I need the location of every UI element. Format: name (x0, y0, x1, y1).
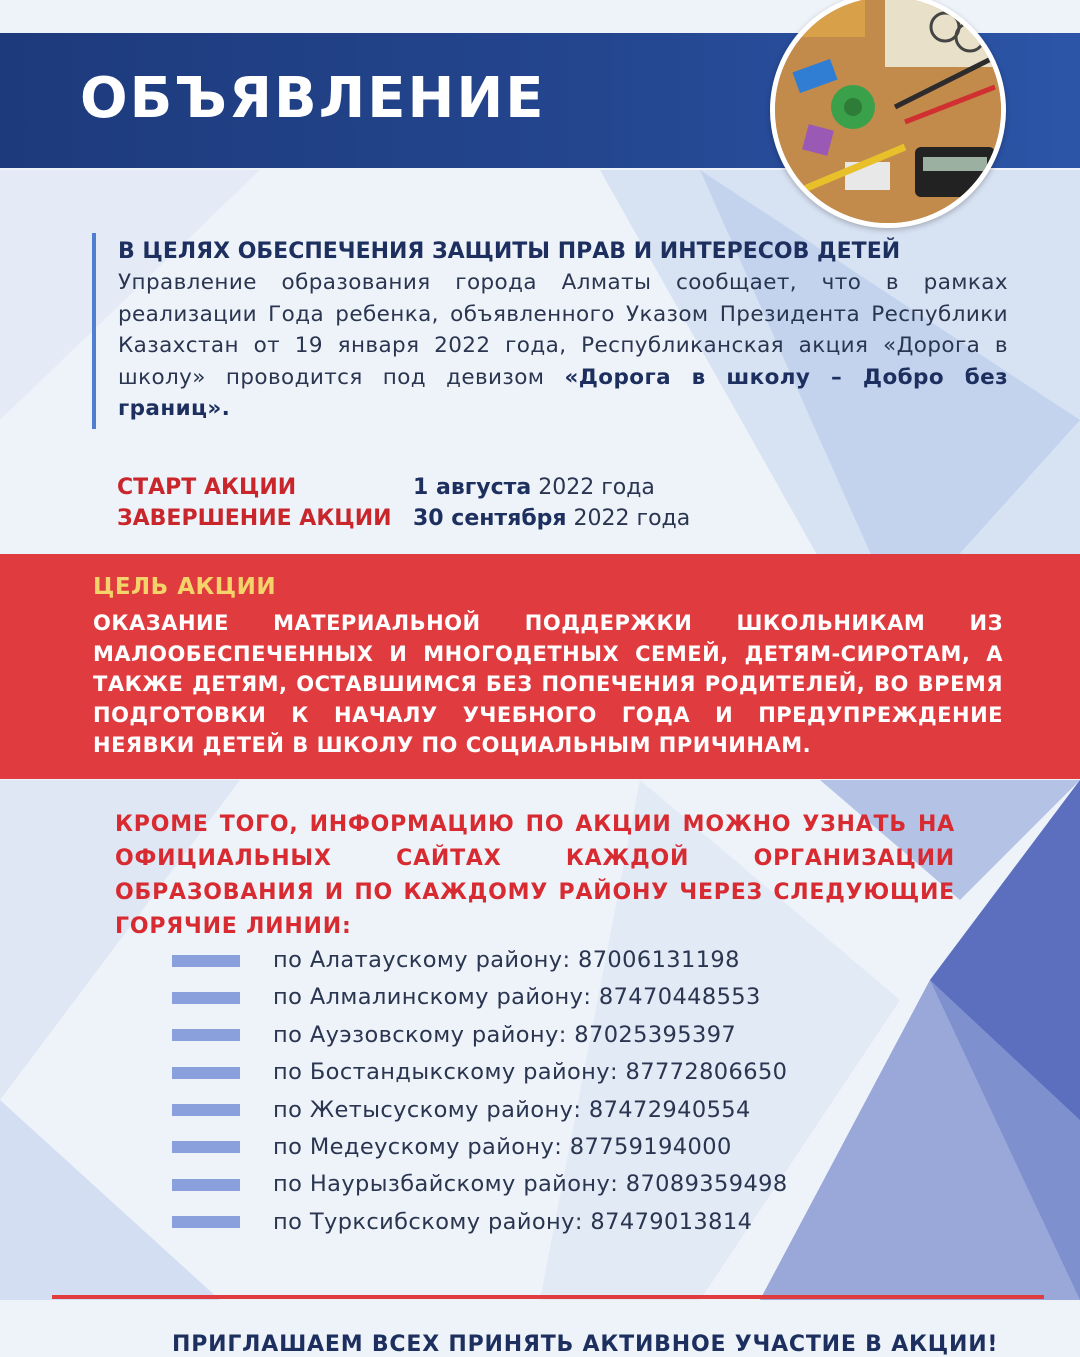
hotline-item (172, 1054, 788, 1091)
hotline-item (172, 1017, 788, 1054)
bullet-bar-icon (172, 1141, 240, 1153)
bullet-bar-icon (172, 1104, 240, 1116)
intro-block (92, 233, 1008, 429)
page-title: ОБЪЯВЛЕНИЕ (80, 66, 546, 131)
hotline-label: по Алмалинскому району: (273, 984, 599, 1011)
hotline-label: по Бостандыкскому району: (273, 1059, 626, 1086)
goal-title: ЦЕЛЬ АКЦИИ (93, 574, 277, 600)
hotline-label: по Медеускому району: (273, 1133, 570, 1160)
hotline-list (172, 942, 788, 1241)
intro-body: Управление образования города Алматы сообщает, что в рамках реализации Года ребенка, объявленного Указом Президента Республики Казахстан от 19 января 2022 года, Республиканская акция «Дорога в школу» проводится под девизом (118, 270, 1008, 390)
hotline-phone[interactable]: 87006131198 (578, 947, 740, 973)
intro-motto: «Дорога в школу – Добро без границ». (118, 364, 1008, 421)
footer-invitation: ПРИГЛАШАЕМ ВСЕХ ПРИНЯТЬ АКТИВНОЕ УЧАСТИЕ В АКЦИИ! (172, 1332, 999, 1357)
bullet-bar-icon (172, 955, 240, 967)
hotline-label: по Алатаускому району: (273, 947, 578, 973)
hotline-label: по Жетысускому району: (273, 1096, 589, 1123)
bullet-bar-icon (172, 1067, 240, 1079)
intro-heading: В ЦЕЛЯХ ОБЕСПЕЧЕНИЯ ЗАЩИТЫ ПРАВ И ИНТЕРЕСОВ ДЕТЕЙ (118, 239, 901, 264)
bullet-bar-icon (172, 1029, 240, 1041)
hotline-label: по Ауэзовскому району: (273, 1021, 575, 1048)
campaign-dates (117, 472, 690, 534)
end-label: ЗАВЕРШЕНИЕ АКЦИИ (117, 506, 392, 531)
hotline-phone[interactable]: 87470448553 (598, 984, 761, 1011)
hotline-item (172, 942, 788, 979)
hotline-phone[interactable]: 87472940554 (588, 1096, 751, 1123)
hotline-label: по Наурызбайскому району: (273, 1171, 626, 1198)
start-value (413, 475, 655, 500)
red-divider (52, 1295, 1044, 1299)
hotline-phone[interactable]: 87759194000 (569, 1133, 732, 1160)
school-supplies-icon (775, 0, 1001, 223)
start-year: 2022 года (531, 475, 655, 500)
hotline-phone[interactable]: 87089359498 (625, 1171, 788, 1198)
goal-text: ОКАЗАНИЕ МАТЕРИАЛЬНОЙ ПОДДЕРЖКИ ШКОЛЬНИКАМ ИЗ МАЛООБЕСПЕЧЕННЫХ И МНОГОДЕТНЫХ СЕМЕЙ, ДЕТЯМ-СИРОТАМ, А ТАКЖЕ ДЕТЯМ, ОСТАВШИМСЯ БЕЗ ПОПЕЧЕНИЯ РОДИТЕЛЕЙ, ВО ВРЕМЯ ПОДГОТОВКИ К НАЧАЛУ УЧЕБНОГО ГОДА И ПРЕДУПРЕЖДЕНИЕ НЕЯВКИ ДЕТЕЙ В ШКОЛУ ПО СОЦИАЛЬНЫМ ПРИЧИНАМ. (93, 611, 1003, 757)
intro-text (118, 267, 1008, 425)
hotline-item (172, 1166, 788, 1203)
bullet-bar-icon (172, 992, 240, 1004)
hotline-item (172, 979, 788, 1016)
hotline-phone[interactable]: 87772806650 (625, 1059, 788, 1086)
start-row (117, 472, 690, 503)
hotline-label: по Турксибскому району: (273, 1208, 591, 1235)
school-supplies-photo (770, 0, 1006, 228)
start-date: 1 августа (413, 475, 532, 500)
bullet-bar-icon (172, 1179, 240, 1191)
info-text: КРОМЕ ТОГО, ИНФОРМАЦИЮ ПО АКЦИИ МОЖНО УЗНАТЬ НА ОФИЦИАЛЬНЫХ САЙТАХ КАЖДОЙ ОРГАНИЗАЦИИ ОБРАЗОВАНИЯ И ПО КАЖДОМУ РАЙОНУ ЧЕРЕЗ СЛЕДУЮЩИЕ ГОРЯЧИЕ ЛИНИИ: (115, 812, 955, 939)
bullet-bar-icon (172, 1216, 240, 1228)
end-year: 2022 года (566, 506, 691, 531)
hotline-item (172, 1204, 788, 1241)
hotline-phone[interactable]: 87025395397 (574, 1021, 737, 1048)
hotline-item (172, 1092, 788, 1129)
end-row (117, 503, 690, 534)
hotline-item (172, 1129, 788, 1166)
end-value (413, 506, 690, 531)
end-date: 30 сентября (413, 506, 567, 531)
hotline-phone[interactable]: 87479013814 (590, 1208, 753, 1235)
start-label: СТАРТ АКЦИИ (117, 475, 297, 500)
